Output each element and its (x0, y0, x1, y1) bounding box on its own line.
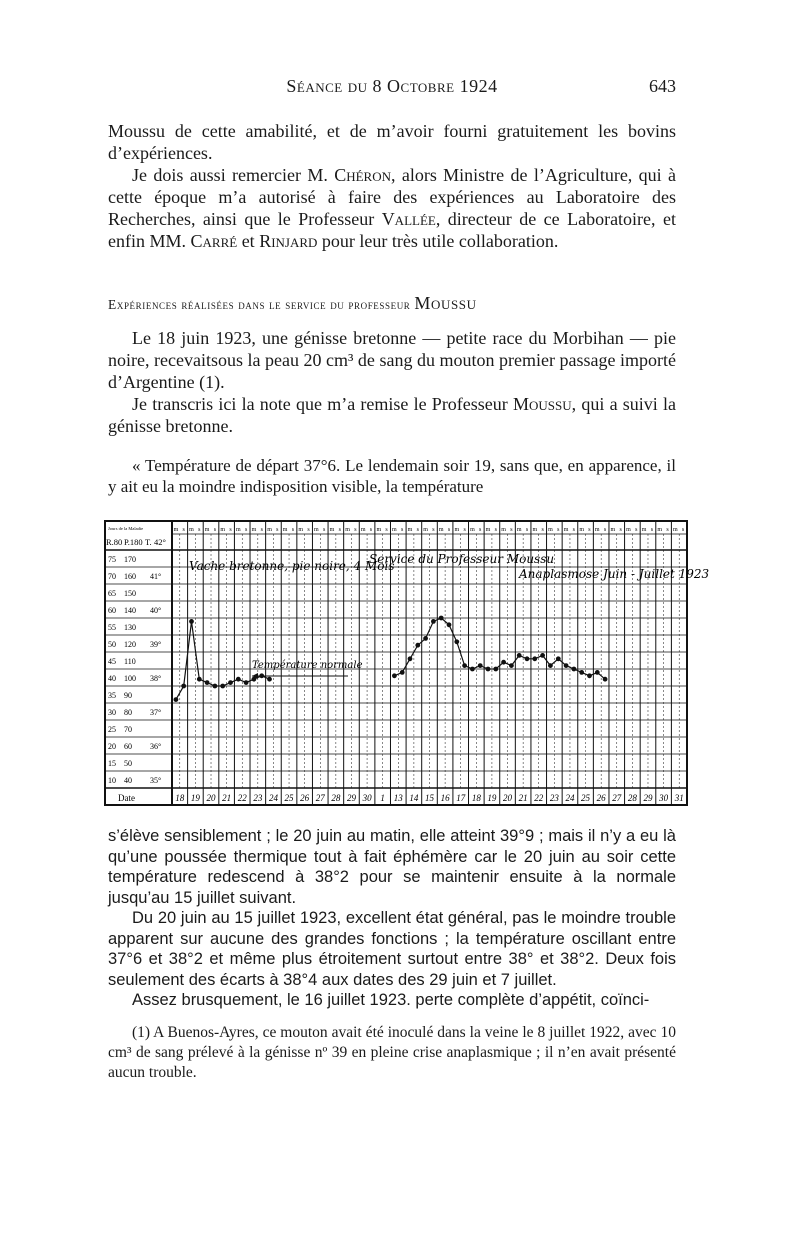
halfday-header-label: s (432, 527, 435, 533)
halfday-header-label: s (541, 527, 544, 533)
halfday-header-label: s (307, 527, 310, 533)
scale-tick-label: 150 (124, 589, 136, 599)
halfday-header-label: m (407, 527, 413, 533)
halfday-header-label: m (626, 527, 631, 533)
date-label: Date (118, 793, 135, 803)
halfday-header-label: s (198, 527, 201, 533)
halfday-header-label: m (641, 527, 647, 533)
date-tick-label: 19 (190, 793, 200, 803)
intro-text (108, 120, 676, 252)
halfday-header-label: m (423, 527, 428, 533)
scale-tick-label: 40 (124, 776, 132, 786)
date-tick-label: 23 (549, 793, 559, 803)
halfday-header-label: m (329, 527, 335, 533)
halfday-header-label: m (485, 527, 491, 533)
scale-tick-label: 60 (124, 742, 132, 752)
date-tick-label: 30 (659, 793, 669, 803)
halfday-header-label: s (229, 527, 232, 533)
paragraph-2: Je dois aussi remercier M. Chéron, alors Ministre de l’Agriculture, qui à cette époque m’a autorisé à faire des expériences au Laboratoire des Recherches, ainsi que le Professeur Vallée, directeur de ce Laboratoire, et enfin MM. Carré et Rinjard pour leur très utile collaboration. (108, 165, 676, 251)
annotation-service: Service du Professeur Moussu (369, 552, 555, 566)
scale-tick-label: 70 (108, 572, 116, 582)
halfday-header-label: s (619, 527, 622, 533)
date-tick-label: 23 (253, 793, 263, 803)
halfday-header-label: m (235, 527, 241, 533)
halfday-header-label: s (244, 527, 248, 533)
scale-tick-label: 80 (124, 708, 132, 718)
halfday-header-label: m (298, 527, 304, 533)
scale-tick-label: 30 (108, 708, 116, 718)
date-tick-label: 28 (627, 793, 637, 803)
halfday-header-label: m (204, 527, 210, 533)
halfday-header-label: m (470, 527, 475, 533)
halfday-header-label: s (354, 527, 357, 533)
scale-tick-label: 38° (150, 674, 162, 684)
date-tick-label: 25 (284, 793, 294, 803)
halfday-header-label: s (494, 527, 497, 533)
date-tick-label: 14 (409, 793, 419, 803)
scale-tick-label: 40 (108, 674, 116, 684)
scale-header-r: R.80 (106, 537, 123, 547)
date-tick-label: 26 (596, 793, 606, 803)
annotation-cow: Vache bretonne, pie noire, 4 Mois (189, 559, 395, 573)
halfday-header-label: s (276, 527, 279, 533)
scale-tick-label: 60 (108, 606, 116, 616)
halfday-header-label: s (182, 527, 185, 533)
running-header (108, 76, 676, 100)
quote-paragraph-1: « Température de départ 37°6. Le lendemain soir 19, sans que, en apparence, il y ait eu la moindre indisposition visible, la température (108, 456, 676, 496)
scale-tick-label: 25 (108, 725, 116, 735)
scale-tick-label: 20 (108, 742, 116, 752)
scale-tick-label: 140 (124, 606, 136, 616)
quote-continuation (108, 826, 676, 1011)
date-tick-label: 22 (237, 793, 247, 803)
scale-tick-label: 170 (124, 555, 136, 565)
paragraph-3: Le 18 juin 1923, une génisse bretonne — petite race du Morbihan — pie noire, recevaitsous la peau 20 cm³ de sang du mouton premier passage importé d’Argentine (1). (108, 328, 676, 392)
scale-header-t: T. (145, 537, 152, 547)
date-tick-label: 31 (674, 793, 684, 803)
date-tick-label: 19 (487, 793, 497, 803)
date-tick-label: 29 (346, 793, 356, 803)
page-number: 643 (649, 76, 676, 96)
halfday-header-label: m (376, 527, 382, 533)
halfday-header-label: m (173, 527, 179, 533)
date-tick-label: 21 (518, 793, 528, 803)
quote-start (108, 455, 676, 497)
scale-tick-label: 10 (108, 776, 116, 786)
halfday-header-label: s (603, 527, 607, 533)
date-tick-label: 24 (565, 793, 575, 803)
temperature-point (392, 673, 397, 678)
halfday-header-label: m (345, 527, 350, 533)
scale-tick-label: 36° (150, 742, 162, 752)
footnote-text: (1) A Buenos-Ayres, ce mouton avait été inoculé dans la veine le 8 juillet 1922, avec 10 cm³ de sang prélevé à la génisse nº 39 en pleine crise anaplasmique ; il n’en avait présenté aucun trouble. (108, 1024, 676, 1081)
scale-tick-label: 90 (124, 691, 132, 701)
halfday-header-label: m (610, 527, 616, 533)
halfday-header-label: m (594, 527, 600, 533)
halfday-header-label: m (360, 527, 366, 533)
halfday-header-label: m (454, 527, 460, 533)
halfday-header-label: m (657, 527, 663, 533)
scale-tick-label: 45 (108, 657, 116, 667)
halfday-header-label: s (650, 527, 654, 533)
date-tick-label: 30 (362, 793, 372, 803)
scale-tick-label: 65 (108, 589, 116, 599)
scale-tick-label: 100 (124, 674, 136, 684)
date-tick-label: 29 (643, 793, 653, 803)
date-tick-label: 24 (268, 793, 278, 803)
scale-tick-label: 75 (108, 555, 116, 565)
halfday-header-label: m (563, 527, 569, 533)
halfday-header-label: m (501, 527, 506, 533)
halfday-header-label: s (572, 527, 576, 533)
scale-tick-label: 35° (150, 776, 162, 786)
scale-tick-label: 50 (108, 640, 116, 650)
halfday-header-label: m (438, 527, 444, 533)
halfday-header-label: m (516, 527, 522, 533)
header-title: Séance du 8 Octobre 1924 (286, 76, 498, 96)
scale-tick-label: 50 (124, 759, 132, 769)
footnote (108, 1023, 676, 1083)
halfday-header-label: m (672, 527, 678, 533)
halfday-header-label: s (463, 527, 466, 533)
halfday-header-label: m (220, 527, 226, 533)
quote-paragraph-3: Du 20 juin au 15 juillet 1923, excellent état général, pas le moindre trouble apparent sur aucune des grandes fonctions ; la température oscillant entre 37°6 et 38°2 et même plus étroitement surtout entre 38° et 38°2. Deux fois seulement des écarts à 38°4 aux dates des 29 juin et 7 juillet. (108, 909, 676, 989)
scale-header-42: 42° (154, 537, 166, 547)
halfday-header-label: m (579, 527, 584, 533)
scale-tick-label: 55 (108, 623, 116, 633)
scale-tick-label: 120 (124, 640, 136, 650)
paragraph-1: Moussu de cette amabilité, et de m’avoir fourni gratuitement les bovins d’expériences. (108, 121, 676, 163)
halfday-header-label: s (291, 527, 295, 533)
halfday-header-label: s (666, 527, 669, 533)
halfday-header-label: m (189, 527, 194, 533)
date-tick-label: 27 (612, 793, 622, 803)
halfday-header-label: s (416, 527, 419, 533)
halfday-header-label: s (588, 527, 591, 533)
halfday-header-label: s (681, 527, 685, 533)
scale-tick-label: 160 (124, 572, 136, 582)
halfday-header-label: m (282, 527, 288, 533)
halfday-header-label: m (532, 527, 538, 533)
scale-tick-label: 70 (124, 725, 132, 735)
scale-tick-label: 40° (150, 606, 162, 616)
date-tick-label: 15 (425, 793, 434, 803)
annotation-disease: Anaplasmose Juin - Juillet 1923 (519, 567, 710, 581)
scale-tick-label: 15 (108, 759, 116, 769)
halfday-header-label: m (267, 527, 272, 533)
date-tick-label: 28 (331, 793, 341, 803)
quote-paragraph-2: s’élève sensiblement ; le 20 juin au matin, elle atteint 39°9 ; mais il n’y a eu là qu’une poussée thermique tout à fait éphémère car le 20 juin au soir cette température redescend à 38°2 pour se maintenir ensuite à la normale jusqu’au 15 juillet suivant. (108, 827, 676, 907)
scale-small-header: Jours de la Maladie (108, 526, 144, 531)
halfday-header-label: s (260, 527, 263, 533)
date-tick-label: 20 (206, 793, 216, 803)
date-tick-label: 17 (456, 793, 466, 803)
paragraph-4: Je transcris ici la note que m’a remise le Professeur Moussu, qui a suivi la génisse bretonne. (108, 394, 676, 436)
date-tick-label: 21 (222, 793, 232, 803)
temperature-chart (104, 520, 710, 806)
scale-tick-label: 37° (150, 708, 162, 718)
section-heading: Expériences réalisées dans le service du professeur Moussu (108, 293, 477, 313)
halfday-header-label: s (525, 527, 529, 533)
annotation-normal: Température normale (252, 660, 363, 671)
date-tick-label: 26 (300, 793, 310, 803)
date-tick-label: 22 (534, 793, 544, 803)
halfday-header-label: m (251, 527, 257, 533)
halfday-header-label: s (385, 527, 388, 533)
scale-tick-label: 39° (150, 640, 162, 650)
halfday-header-label: s (401, 527, 404, 533)
halfday-header-label: m (548, 527, 553, 533)
scale-tick-label: 110 (124, 657, 136, 667)
halfday-header-label: m (314, 527, 319, 533)
halfday-header-label: s (557, 527, 560, 533)
date-tick-label: 27 (315, 793, 325, 803)
experiment-text (108, 327, 676, 437)
halfday-header-label: s (479, 527, 482, 533)
date-tick-label: 25 (581, 793, 591, 803)
scale-tick-label: 41° (150, 572, 162, 582)
scale-tick-label: 130 (124, 623, 136, 633)
halfday-header-label: s (510, 527, 513, 533)
date-tick-label: 1 (380, 793, 385, 803)
date-tick-label: 18 (471, 793, 481, 803)
scale-tick-label: 35 (108, 691, 116, 701)
halfday-header-label: s (322, 527, 326, 533)
date-tick-label: 20 (503, 793, 513, 803)
date-tick-label: 18 (175, 793, 185, 803)
halfday-header-label: s (369, 527, 373, 533)
date-tick-label: 13 (393, 793, 403, 803)
date-tick-label: 16 (440, 793, 450, 803)
halfday-header-label: s (213, 527, 217, 533)
quote-paragraph-4: Assez brusquement, le 16 juillet 1923. perte complète d’appétit, coïnci- (132, 991, 650, 1009)
halfday-header-label: s (338, 527, 341, 533)
scale-header-p: P.180 (124, 537, 143, 547)
halfday-header-label: s (635, 527, 638, 533)
halfday-header-label: m (392, 527, 397, 533)
halfday-header-label: s (447, 527, 451, 533)
